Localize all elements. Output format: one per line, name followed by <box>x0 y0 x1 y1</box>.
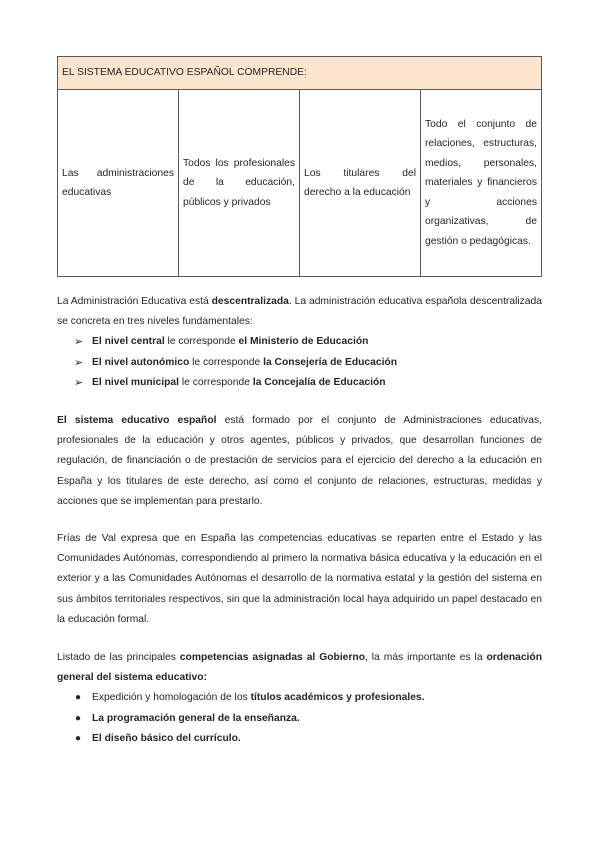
intro-section <box>57 292 542 393</box>
level-connector: le corresponde <box>189 356 264 368</box>
level-name: El nivel municipal <box>92 376 179 388</box>
competencia-bold: El diseño básico del currículo. <box>92 732 241 744</box>
level-body: el Ministerio de Educación <box>238 336 369 348</box>
education-system-table <box>57 56 542 277</box>
listado-bold-1: competencias asignadas al Gobierno <box>179 652 365 663</box>
table-header-row <box>58 57 542 90</box>
table-cell-professionals: Todos los profesionales de la educación, públicos y privados <box>179 90 300 277</box>
listado-bold-2: ordenación general del sistema educativo: <box>57 652 542 684</box>
level-body: la Consejería de Educación <box>263 356 398 368</box>
arrow-bullet-icon: ➢ <box>74 336 84 349</box>
bullet-icon: ● <box>75 732 82 744</box>
intro-text-1: La Administración Educativa está <box>57 296 212 307</box>
bullet-icon: ● <box>75 692 82 704</box>
list-item <box>57 688 542 708</box>
level-name: El nivel autonómico <box>92 356 190 368</box>
table-cell-right-holders: Los titulares del derecho a la educación <box>300 90 421 277</box>
levels-list <box>57 332 542 393</box>
arrow-bullet-icon: ➢ <box>74 356 84 369</box>
list-item <box>57 332 542 352</box>
listado-text-2: , la más importante es la <box>365 652 487 663</box>
intro-paragraph <box>57 292 542 332</box>
system-bold: El sistema educativo español <box>57 415 217 426</box>
competencia-text: Expedición y homologación de los <box>92 692 251 704</box>
competencia-bold: títulos académicos y profesionales. <box>250 692 425 704</box>
level-connector: le corresponde <box>178 376 253 388</box>
system-section <box>57 411 542 512</box>
table-row <box>58 90 542 277</box>
arrow-bullet-icon: ➢ <box>74 376 84 389</box>
competencia-bold: La programación general de la enseñanza. <box>92 712 300 724</box>
list-item <box>57 709 542 729</box>
table-header: EL SISTEMA EDUCATIVO ESPAÑOL COMPRENDE: <box>58 57 542 90</box>
list-item <box>57 353 542 373</box>
level-name: El nivel central <box>92 336 165 348</box>
intro-bold: descentralizada <box>211 296 289 307</box>
listado-paragraph <box>57 648 542 688</box>
frias-section <box>57 529 542 630</box>
list-item <box>57 373 542 393</box>
frias-paragraph: Frías de Val expresa que en España las competencias educativas se reparten entre el Estado y las Comunidades Autónomas, correspondiendo al primero la normativa básica educativa y la educación en el exterior y a las Comunidades Autónomas el desarrollo de la normativa estatal y la gestión del sistema en sus ámbitos territoriales respectivos, sin que la administración local haya adquirido un papel destacado en la educación formal. <box>57 533 542 625</box>
intro-text-2: . La administración educativa española descentralizada se concreta en tres niveles fundamentales: <box>57 296 542 328</box>
system-paragraph <box>57 411 542 512</box>
list-item <box>57 729 542 749</box>
level-connector: le corresponde <box>164 336 239 348</box>
listado-text-1: Listado de las principales <box>57 652 180 663</box>
system-text: está formado por el conjunto de Administraciones educativas, profesionales de la educación y otros agentes, públicos y privados, que desarrollan funciones de regulación, de financiación o de prestación de servicios para el ejercicio del derecho a la educación en España y los titulares de este derecho, así como el conjunto de relaciones, estructuras, medidas y acciones que se implementan para prestarlo. <box>57 415 542 507</box>
table-cell-administrations: Las administraciones educativas <box>58 90 179 277</box>
table-cell-relations: Todo el conjunto de relaciones, estructuras, medios, personales, materiales y financieros y acciones organizativas, de gestión o pedagógicas. <box>421 90 542 277</box>
bullet-icon: ● <box>75 712 82 724</box>
competencias-list <box>57 688 542 749</box>
competencias-section <box>57 648 542 749</box>
level-body: la Concejalía de Educación <box>252 376 386 388</box>
